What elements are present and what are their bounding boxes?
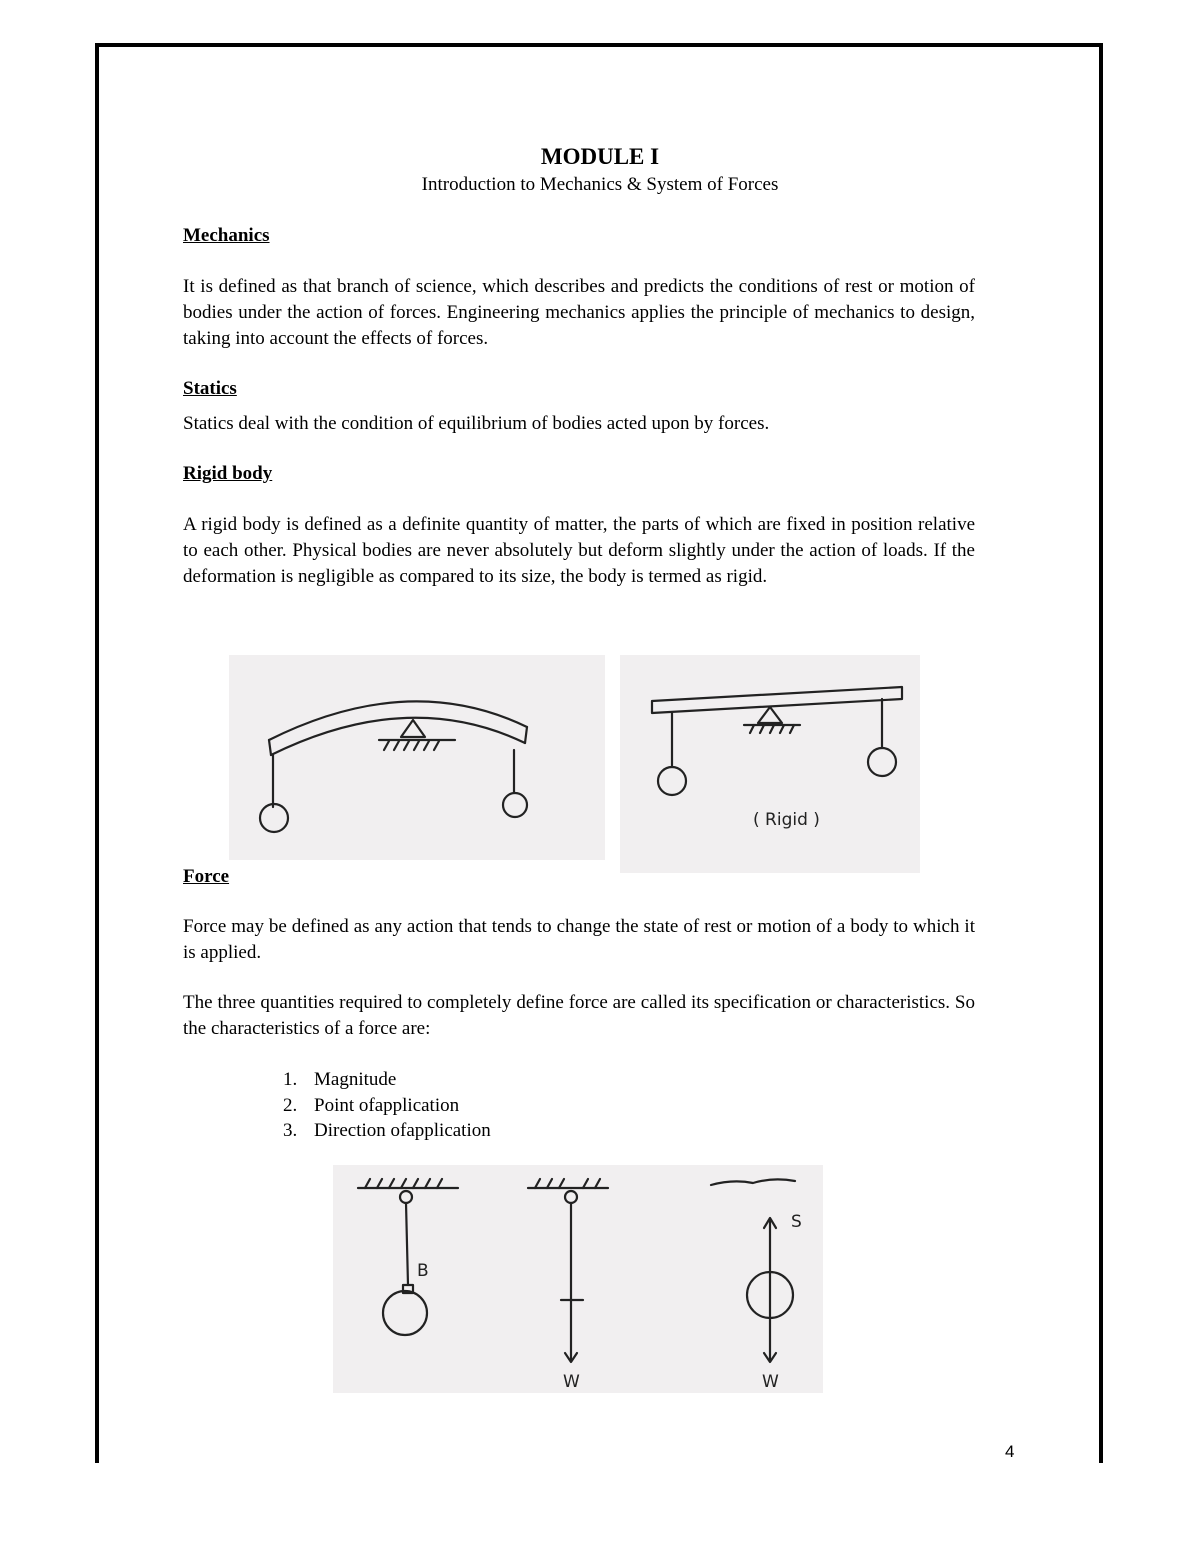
heading-force: Force xyxy=(183,866,230,887)
figure-force-characteristics xyxy=(333,1165,823,1393)
rigid-left-mass xyxy=(658,767,686,795)
figure-deformed-beam xyxy=(229,655,605,860)
list-item: 2. Point ofapplication xyxy=(283,1094,460,1116)
support-triangle xyxy=(401,720,425,737)
list-item: 3. Direction ofapplication xyxy=(283,1120,491,1141)
paragraph-statics: Statics deal with the condition of equilibrium of bodies acted upon by forces. xyxy=(183,413,770,434)
point-label: B xyxy=(417,1261,429,1281)
characteristics-list xyxy=(283,1067,491,1144)
right-mass xyxy=(503,793,527,817)
direction-label: S xyxy=(791,1212,802,1232)
heading-statics: Statics xyxy=(183,378,237,399)
paragraph-force-characteristics: The three quantities required to completely define force are called its specification or characteristics. So the characteristics of a force are: xyxy=(183,992,975,1039)
weight-label-2: W xyxy=(762,1372,779,1392)
rigid-support-triangle xyxy=(758,707,782,723)
rigid-beam xyxy=(652,687,902,713)
paragraph-mechanics: It is defined as that branch of science, which describes and predicts the conditions of rest or motion of bodies under the action of forces. Engineering mechanics applies the principle of mechanics to design, taking into account the effects of forces. xyxy=(183,276,975,349)
module-title: MODULE I xyxy=(540,144,660,169)
rigid-right-mass xyxy=(868,748,896,776)
ground-hatch xyxy=(384,741,439,750)
heading-mechanics: Mechanics xyxy=(183,225,270,246)
weight-label-1: W xyxy=(563,1372,580,1392)
ball-mass xyxy=(383,1291,427,1335)
list-item: 1. Magnitude xyxy=(283,1069,397,1090)
force-sketch xyxy=(333,1165,823,1393)
paragraph-force-definition: Force may be defined as any action that tends to change the state of rest or motion of a body to which it is applied. xyxy=(183,916,975,963)
beam-top-edge xyxy=(269,701,527,740)
heading-rigid-body: Rigid body xyxy=(183,463,273,484)
page-number: 4 xyxy=(1005,1442,1015,1461)
left-mass xyxy=(260,804,288,832)
rigid-label: ( Rigid ) xyxy=(753,810,820,830)
rigid-beam-sketch xyxy=(620,655,920,873)
figure-rigid-beam xyxy=(620,655,920,873)
module-subtitle: Introduction to Mechanics & System of Forces xyxy=(421,174,779,195)
paragraph-rigid-body: A rigid body is defined as a definite quantity of matter, the parts of which are fixed in position relative to each other. Physical bodies are never absolutely but deform slightly under the action of loads. If the deformation is negligible as compared to its size, the body is termed as rigid. xyxy=(183,514,975,587)
deformed-beam-sketch xyxy=(229,655,605,860)
